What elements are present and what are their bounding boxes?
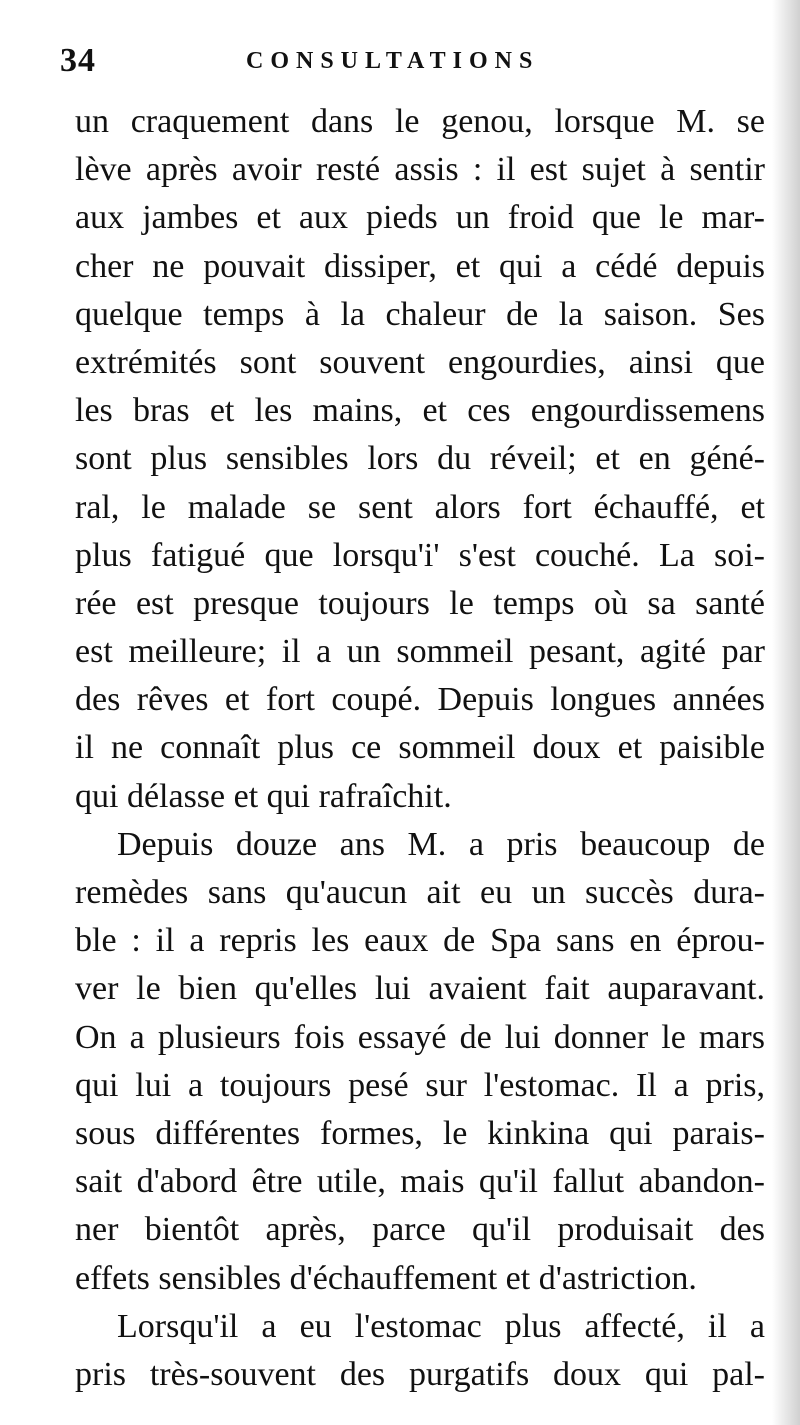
text-line: aux jambes et aux pieds un froid que le mar- [75, 199, 765, 237]
running-head [60, 42, 760, 82]
text-line: les bras et les mains, et ces engourdissemens [75, 392, 765, 430]
text-line: il ne connaît plus ce sommeil doux et paisible [75, 729, 765, 767]
text-line: sait d'abord être utile, mais qu'il fallut abandon- [75, 1163, 765, 1201]
text-line: cher ne pouvait dissiper, et qui a cédé depuis [75, 247, 765, 285]
paragraph-start-line: Lorsqu'il a eu l'estomac plus affecté, il a [117, 1307, 765, 1345]
text-line: rée est presque toujours le temps où sa santé [75, 584, 765, 622]
paragraph-start-line: Depuis douze ans M. a pris beaucoup de [117, 825, 765, 863]
paragraph-end-line: qui délasse et qui rafraîchit. [75, 777, 452, 815]
text-line: sont plus sensibles lors du réveil; et en géné- [75, 440, 765, 478]
text-line: remèdes sans qu'aucun ait eu un succès dura- [75, 874, 765, 911]
paragraph-end-line: effets sensibles d'échauffement et d'astriction. [75, 1259, 697, 1297]
text-line: plus fatigué que lorsqu'i' s'est couché. La soi- [75, 536, 765, 574]
body-text [75, 98, 765, 1399]
text-line: extrémités sont souvent engourdies, ainsi que [75, 343, 765, 381]
page-number: 34 [60, 42, 96, 79]
text-line: sous différentes formes, le kinkina qui parais- [75, 1114, 765, 1152]
text-line: lève après avoir resté assis : il est sujet à sentir [75, 151, 765, 189]
text-line: ver le bien qu'elles lui avaient fait auparavant. [75, 970, 765, 1008]
text-line: est meilleure; il a un sommeil pesant, agité par [75, 633, 765, 671]
text-line: ner bientôt après, parce qu'il produisait des [75, 1211, 765, 1249]
running-title: CONSULTATIONS [246, 48, 540, 74]
text-line: des rêves et fort coupé. Depuis longues années [75, 681, 765, 719]
text-line: quelque temps à la chaleur de la saison. Ses [75, 295, 765, 333]
text-line: un craquement dans le genou, lorsque M. se [75, 103, 765, 140]
text-line: On a plusieurs fois essayé de lui donner le mars [75, 1018, 765, 1056]
text-line: ral, le malade se sent alors fort échauffé, et [75, 488, 765, 526]
page-edge-shadow [772, 0, 800, 1425]
text-line: pris très-souvent des purgatifs doux qui pal- [75, 1355, 765, 1393]
text-line: ble : il a repris les eaux de Spa sans en éprou- [75, 922, 765, 960]
text-line: qui lui a toujours pesé sur l'estomac. Il a pris, [75, 1066, 765, 1104]
